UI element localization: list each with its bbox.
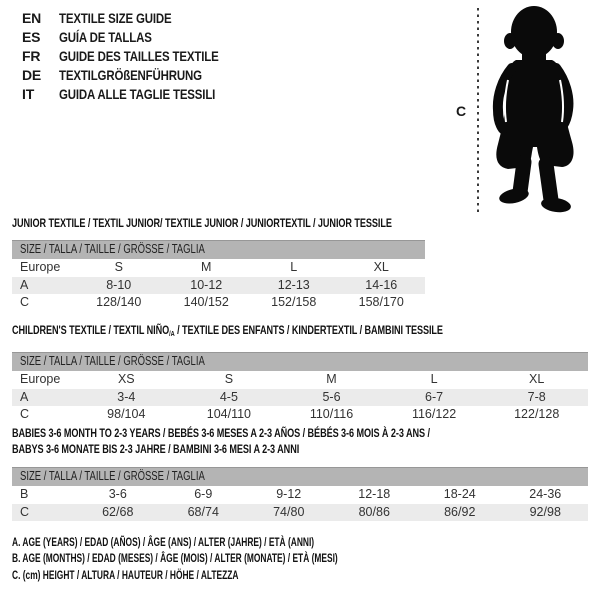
row-label: B xyxy=(20,487,29,501)
junior-textile-table xyxy=(12,240,425,312)
children-textile-title: CHILDREN'S TEXTILE / TEXTIL $NIÑO_{/A}$ / TEXTILE DES ENFANTS / KINDERTEXTIL / BAMBINI TESSILE xyxy=(12,323,443,339)
junior-textile-section xyxy=(12,215,425,312)
table-cell: 6-9 xyxy=(194,487,213,501)
table-cell: 122/128 xyxy=(514,407,560,422)
table-row-c xyxy=(12,504,588,522)
size-header-text: SIZE / TALLA / TAILLE / GRÖSSE / TAGLIA xyxy=(20,469,205,483)
babies-title-line-1: BABIES 3-6 MONTH TO 2-3 YEARS / BEBÉS 3-6 MESES A 2-3 AÑOS / BÉBÉS 3-6 MOIS À 2-3 ANS / xyxy=(12,426,430,440)
lang-label: TEXTILGRÖßENFÜHRUNG xyxy=(59,67,202,83)
height-measure-dotted-line xyxy=(477,8,479,212)
baby-silhouette-icon xyxy=(484,4,594,214)
children-table-rows xyxy=(12,371,588,424)
lang-row-de xyxy=(22,66,254,85)
table-row-europe xyxy=(12,371,588,389)
footnote-age-years: A. AGE (YEARS) / EDAD (AÑOS) / ÂGE (ANS) / ALTER (JAHRE) / ETÀ (ANNI) xyxy=(12,535,315,549)
lang-code: DE xyxy=(22,67,42,83)
table-cell: 4-5 xyxy=(219,389,238,404)
table-cell: 18-24 xyxy=(443,487,476,501)
table-cell: 9-12 xyxy=(276,487,302,501)
table-cell: 12-18 xyxy=(358,487,391,501)
table-cell: 104/110 xyxy=(206,407,252,422)
table-cell: 158/170 xyxy=(358,295,404,309)
lang-row-en xyxy=(22,9,254,28)
table-cell: 98/104 xyxy=(107,407,146,422)
lang-code: FR xyxy=(22,48,41,64)
junior-table-rows xyxy=(12,259,425,312)
lang-row-es xyxy=(22,28,254,47)
table-cell: M xyxy=(326,372,337,387)
table-cell: 68/74 xyxy=(187,504,219,519)
row-label: Europe xyxy=(20,260,61,274)
lang-row-fr xyxy=(22,47,254,66)
legend-footnotes xyxy=(12,534,477,583)
table-cell: 62/68 xyxy=(102,504,134,519)
table-cell: 116/122 xyxy=(411,407,457,422)
table-cell: 8-10 xyxy=(106,277,132,292)
lang-label: GUIDE DES TAILLES TEXTILE xyxy=(59,48,219,64)
table-row-a xyxy=(12,389,588,407)
table-cell: L xyxy=(430,372,438,387)
language-title-list xyxy=(22,9,254,104)
table-cell: 3-4 xyxy=(117,389,136,404)
height-measure-label: C xyxy=(456,103,467,119)
babies-title-line-2: BABYS 3-6 MONATE BIS 2-3 JAHRE / BAMBINI 3-6 MESI A 2-3 ANNI xyxy=(12,442,300,456)
table-cell: S xyxy=(224,372,234,387)
table-cell: 74/80 xyxy=(273,504,305,519)
size-header-text: SIZE / TALLA / TAILLE / GRÖSSE / TAGLIA xyxy=(20,354,205,369)
table-cell: 80/86 xyxy=(358,504,390,519)
size-header-bar xyxy=(12,467,588,486)
lang-code: ES xyxy=(22,29,41,45)
table-cell: L xyxy=(290,260,298,274)
table-row-c xyxy=(12,294,425,312)
table-cell: 3-6 xyxy=(108,487,127,501)
table-cell: 128/140 xyxy=(96,295,142,309)
row-label: C xyxy=(20,504,30,519)
table-row-a xyxy=(12,277,425,295)
row-label: Europe xyxy=(20,372,61,387)
junior-textile-title: JUNIOR TEXTILE / TEXTIL JUNIOR/ TEXTILE JUNIOR / JUNIORTEXTIL / JUNIOR TESSILE xyxy=(12,216,392,230)
size-header-bar xyxy=(12,240,425,259)
title-subscript: /A xyxy=(169,329,175,339)
table-row-c xyxy=(12,406,588,424)
table-cell: XS xyxy=(117,372,135,387)
footnote-height-cm: C. (cm) HEIGHT / ALTURA / HAUTEUR / HÖHE / ALTEZZA xyxy=(12,567,239,582)
table-row-b xyxy=(12,486,588,504)
table-cell: 5-6 xyxy=(322,389,341,404)
size-header-bar xyxy=(12,352,588,371)
table-cell: 86/92 xyxy=(444,504,476,519)
children-textile-section xyxy=(12,322,588,424)
table-cell: 10-12 xyxy=(190,277,223,292)
lang-label: GUÍA DE TALLAS xyxy=(59,29,152,45)
lang-code: IT xyxy=(22,86,35,102)
table-cell: XL xyxy=(373,260,389,274)
table-cell: 24-36 xyxy=(529,487,562,501)
table-cell: M xyxy=(201,260,212,274)
lang-code: EN xyxy=(22,10,42,26)
lang-label: GUIDA ALLE TAGLIE TESSILI xyxy=(59,86,216,102)
table-cell: 6-7 xyxy=(425,389,444,404)
table-cell: XL xyxy=(529,372,545,387)
babies-table xyxy=(12,467,588,521)
table-cell: 14-16 xyxy=(365,277,398,292)
babies-textile-section xyxy=(12,425,588,521)
table-cell: 110/116 xyxy=(309,407,354,422)
table-row-europe xyxy=(12,259,425,277)
footnote-age-months: B. AGE (MONTHS) / EDAD (MESES) / ÂGE (MOIS) / ALTER (MONATE) / ETÀ (MESI) xyxy=(12,551,338,566)
row-label: C xyxy=(20,407,30,422)
babies-table-rows xyxy=(12,486,588,521)
table-cell: S xyxy=(114,260,123,274)
table-cell: 12-13 xyxy=(277,277,310,292)
row-label: A xyxy=(20,277,29,292)
size-header-text: SIZE / TALLA / TAILLE / GRÖSSE / TAGLIA xyxy=(20,242,205,256)
lang-row-it xyxy=(22,85,254,104)
table-cell: 152/158 xyxy=(271,295,317,309)
lang-label: TEXTILE SIZE GUIDE xyxy=(59,10,172,26)
table-cell: 92/98 xyxy=(529,504,561,519)
table-cell: 7-8 xyxy=(527,389,546,404)
children-textile-table xyxy=(12,352,588,424)
row-label: C xyxy=(20,295,30,309)
table-cell: 140/152 xyxy=(183,295,229,309)
row-label: A xyxy=(20,389,29,404)
